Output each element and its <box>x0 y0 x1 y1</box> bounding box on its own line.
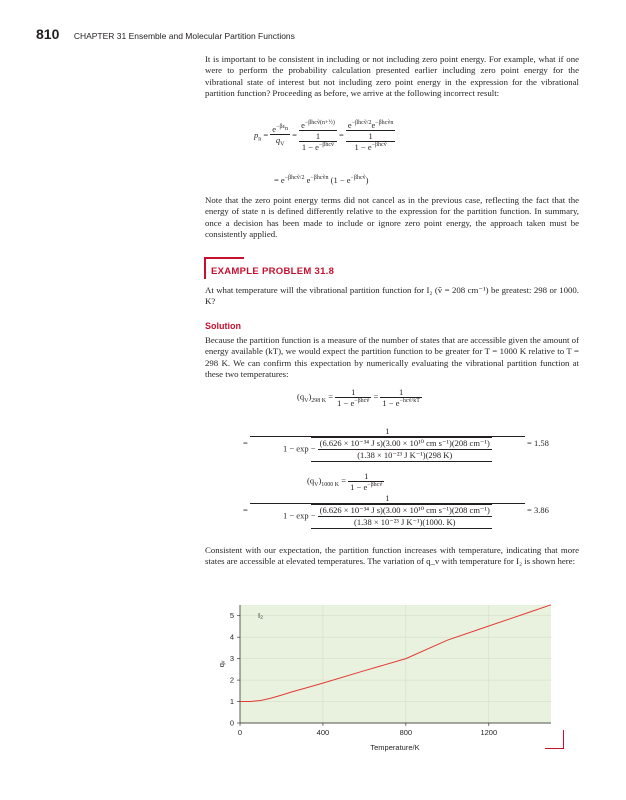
note-paragraph: Note that the zero point energy terms did not cancel as in the previous case, reflecting the fact that the energy of state n is defined differently relative to the expression for the partition function. In summary, once a decision has been made to include or ignore zero point energy, the approach taken must be consistently applied. <box>205 195 579 240</box>
example-title: EXAMPLE PROBLEM 31.8 <box>211 266 335 277</box>
page-corner-mark <box>545 730 564 749</box>
plot-background <box>240 605 551 723</box>
equation-q1000-numeric: = 1 1 − exp − $\frac{\text{(6.626 × 10⁻³⁴ J s)(3.00 × 10¹⁰ cm s⁻¹)(208 cm⁻¹)}}{\text{(1.38 × 10⁻²³ J K⁻¹)(1000. K)}}$ = 3.86 <box>243 493 549 527</box>
equation-pn-line2: = $e^{-\beta hcṽ/2}$ $e^{-\beta hcṽn}$ $(1 - e^{-\beta hcṽ})$ <box>274 175 369 185</box>
x-axis-label: Temperature/K <box>370 743 420 752</box>
equation-pn: $p_n$ = $\frac{e^{-\beta\varepsilon_n}}{q_V}$ = $e^{-\beta hcṽ(n+\frac{1}{2})}$ 1 $1 - e^{-\beta hcṽ}$ = $e^{-\beta hcṽ/2}e^{-\beta hcṽn}$ 1 $1 - e^{-\beta hcṽ}$ <box>254 120 394 152</box>
y-tick-label: 5 <box>229 611 234 621</box>
equation-q298-numeric: = 1 1 − exp − $\frac{\text{(6.626 × 10⁻³⁴ J s)(3.00 × 10¹⁰ cm s⁻¹)(208 cm⁻¹)}}{\text{(1.38 × 10⁻²³ J K⁻¹)(298 K)}}$ = 1.58 <box>243 426 549 460</box>
page-number: 810 <box>36 26 60 42</box>
eq1-frac-2: $e^{-\beta hcṽ(n+\frac{1}{2})}$ 1 $1 - e^{-\beta hcṽ}$ <box>301 120 335 152</box>
example-accent-top <box>204 257 244 259</box>
y-tick-label: 0 <box>229 718 234 728</box>
qv-temperature-chart <box>218 600 563 760</box>
closing-paragraph: Consistent with our expectation, the partition function increases with temperature, indicating that more states are accessible at elevated temperatures. The variation of q_v with temperature for I₂ is shown here: <box>205 545 579 567</box>
eq1-lhs: p <box>254 129 259 140</box>
result-298: = 1.58 <box>527 437 549 448</box>
y-tick-label: 1 <box>229 697 234 707</box>
x-tick-label: 800 <box>399 728 413 737</box>
x-tick-label: 0 <box>237 728 243 737</box>
eq1-equals: = <box>263 129 269 140</box>
example-accent-bar <box>204 257 206 279</box>
y-tick-label: 2 <box>229 675 234 685</box>
chapter-title: CHAPTER 31 Ensemble and Molecular Partition Functions <box>73 31 295 41</box>
eq1-frac-1: $\frac{e^{-\beta\varepsilon_n}}{q_V}$ <box>272 124 289 148</box>
eq1-lhs-sub: n <box>258 136 262 143</box>
x-tick-label: 1200 <box>480 728 498 737</box>
intro-paragraph: It is important to be consistent in including or not including zero point energy. For example, what if one were to perform the probability calculation presented earlier including zero point energy for the vibrational state of interest but not including zero point energy in the expression for the vibrational partition function? Proceeding as before, we arrive at the following incorrect result: <box>205 54 579 99</box>
equation-q1000: $(q_V)_{1000 K}$ = $\frac{1}{1 - e^{-\beta hcṽ}}$ <box>307 471 383 492</box>
equation-q298: $(q_V)_{298 K}$ = $\frac{1}{1 - e^{-\beta hcṽ}}$ = $\frac{1}{1 - e^{-hcṽ/kT}}$ <box>297 387 420 408</box>
y-axis-label: qᵥ <box>217 660 226 668</box>
example-question: At what temperature will the vibrational partition function for I₂ (ṽ = 208 cm⁻¹) be greatest: 298 or 1000. K? <box>205 285 579 307</box>
page-header <box>36 26 295 44</box>
y-tick-label: 3 <box>229 654 234 664</box>
y-tick-label: 4 <box>229 632 234 642</box>
x-tick-label: 400 <box>316 728 330 737</box>
solution-label: Solution <box>205 321 241 331</box>
solution-text: Because the partition function is a measure of the number of states that are accessible given the amount of energy available (kT), we would expect the partition function to be greater for T = 1000 K relative to T = 298 K. We can confirm this expectation by numerically evaluating the vibrational partition function at these two temperatures: <box>205 335 579 380</box>
eq1-frac-3: $e^{-\beta hcṽ/2}e^{-\beta hcṽn}$ 1 $1 - e^{-\beta hcṽ}$ <box>347 120 394 152</box>
series-label: I₂ <box>258 611 263 620</box>
result-1000: = 3.86 <box>527 504 549 515</box>
